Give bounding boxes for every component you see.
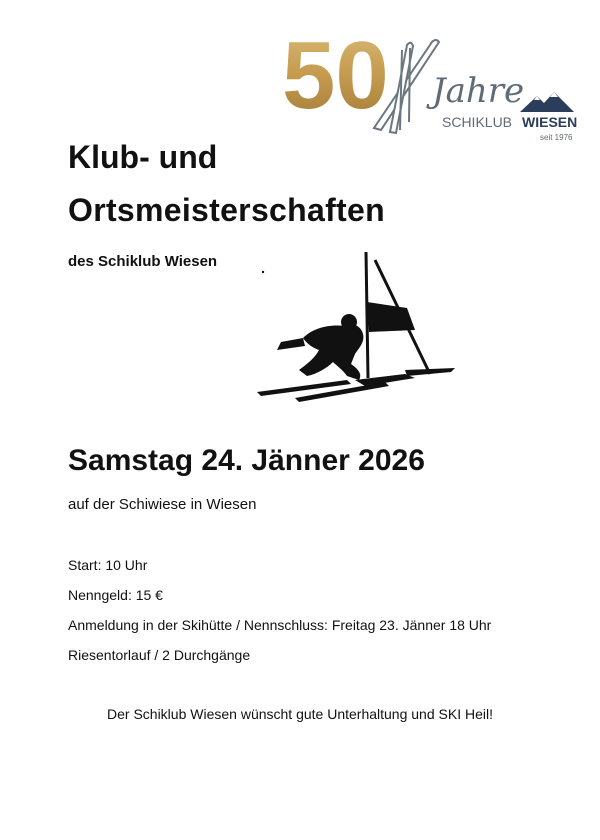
closing-message: Der Schiklub Wiesen wünscht gute Unterhaltung und SKI Heil! (107, 706, 493, 722)
skier-slalom-icon (255, 250, 475, 405)
detail-race-format: Riesentorlauf / 2 Durchgänge (68, 647, 251, 663)
subtitle: des Schiklub Wiesen (68, 253, 218, 270)
detail-entry-fee: Nenngeld: 15 € (68, 587, 163, 603)
logo-word: Jahre (432, 71, 525, 111)
detail-start-time: Start: 10 Uhr (68, 557, 148, 573)
logo-number: 50 (282, 22, 389, 129)
logo-since: seit 1976 (540, 133, 573, 142)
logo-club-name: WIESEN (522, 114, 578, 130)
anniversary-logo (282, 20, 582, 145)
skier-illustration (255, 250, 475, 405)
anniversary-logo-graphic (282, 20, 582, 145)
event-date: Samstag 24. Jänner 2026 (68, 444, 425, 477)
event-location: auf der Schiwiese in Wiesen (68, 496, 257, 513)
logo-club-prefix: SCHIKLUB (442, 114, 513, 130)
mountain-icon (520, 92, 574, 112)
title-line-2: Ortsmeisterschaften (68, 192, 385, 228)
detail-registration: Anmeldung in der Skihütte / Nennschluss: Freitag 23. Jänner 18 Uhr (68, 617, 492, 633)
title-line-1: Klub- und (68, 139, 218, 175)
